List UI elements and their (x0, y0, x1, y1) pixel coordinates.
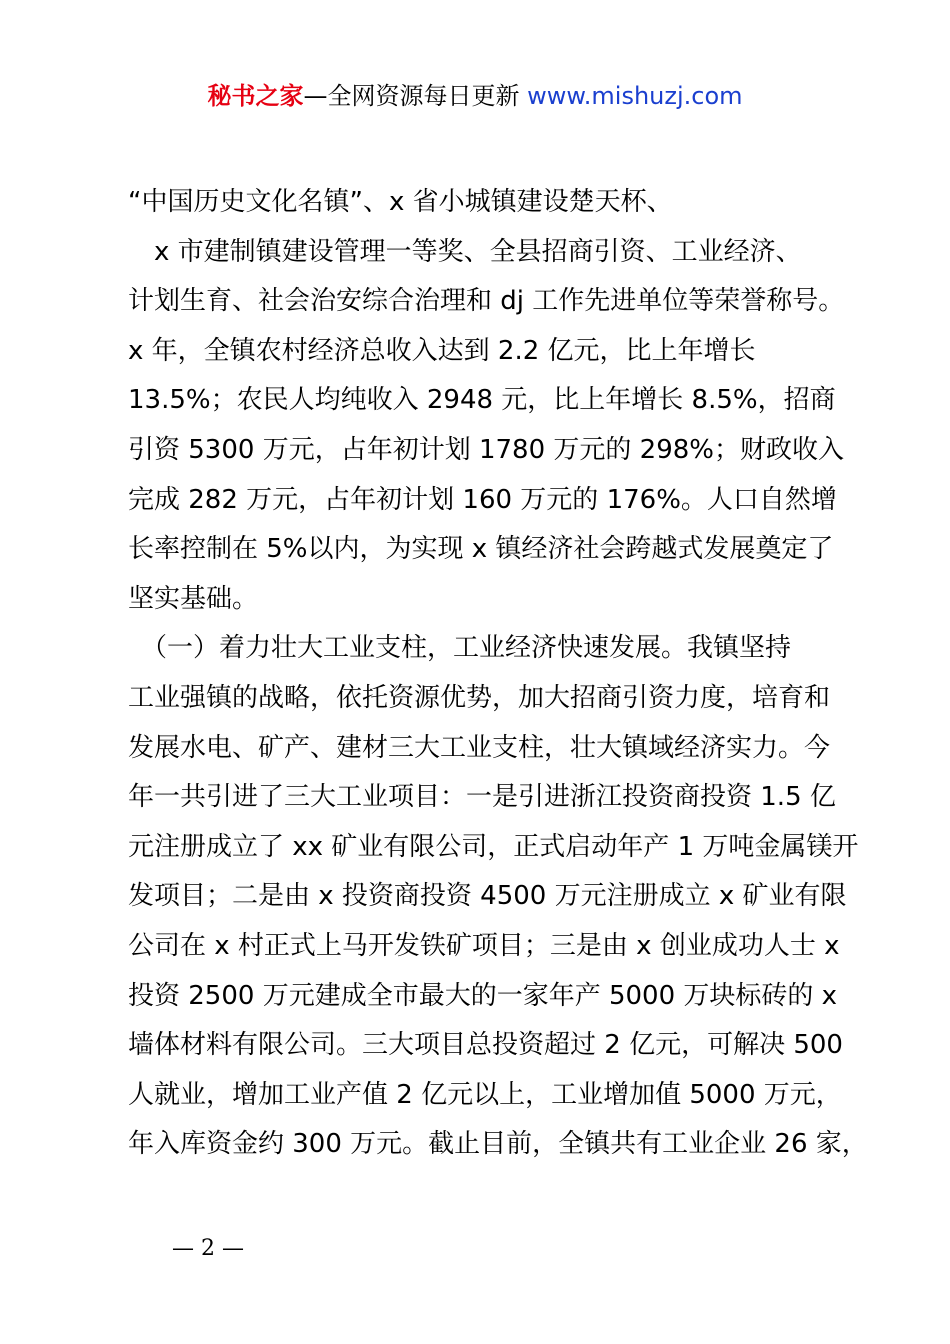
text-line: 工业强镇的战略，依托资源优势，加大招商引资力度，培育和 (128, 682, 831, 713)
text-line: x 市建制镇建设管理一等奖、全县招商引资、工业经济、 (128, 236, 802, 267)
brand-name: 秘书之家 (207, 82, 304, 110)
text-line: 墙体材料有限公司。三大项目总投资超过 2 亿元，可解决 500 (128, 1030, 843, 1061)
text-line: 公司在 x 村正式上马开发铁矿项目；三是由 x 创业成功人士 x (128, 930, 840, 961)
text-line: 年一共引进了三大工业项目：一是引进浙江投资商投资 1.5 亿 (128, 782, 836, 813)
text-line: 坚实基础。 (128, 583, 259, 614)
text-line: 元注册成立了 xx 矿业有限公司，正式启动年产 1 万吨金属镁开 (128, 831, 859, 862)
text-line: 发展水电、矿产、建材三大工业支柱，壮大镇域经济实力。今 (128, 732, 831, 763)
text-line: （一）着力壮大工业支柱，工业经济快速发展。我镇坚持 (128, 633, 792, 664)
header-slogan: —全网资源每日更新 (303, 82, 520, 110)
site-header (0, 78, 950, 114)
page-number: — 2 — (172, 1236, 244, 1261)
text-line: 发项目；二是由 x 投资商投资 4500 万元注册成立 x 矿业有限 (128, 881, 847, 912)
text-line: 人就业，增加工业产值 2 亿元以上，工业增加值 5000 万元， (128, 1079, 842, 1110)
text-line: x 年，全镇农村经济总收入达到 2.2 亿元，比上年增长 (128, 335, 756, 366)
site-url[interactable]: www.mishuzj.com (527, 82, 743, 110)
text-line: 完成 282 万元，占年初计划 160 万元的 176%。人口自然增 (128, 484, 837, 515)
text-line: 长率控制在 5%以内，为实现 x 镇经济社会跨越式发展奠定了 (128, 534, 834, 565)
text-line: 13.5%；农民人均纯收入 2948 元，比上年增长 8.5%，招商 (128, 385, 836, 416)
text-line: “中国历史文化名镇”、x 省小城镇建设楚天杯、 (128, 187, 673, 217)
document-body (128, 178, 868, 1170)
text-line: 计划生育、社会治安综合治理和 dj 工作先进单位等荣誉称号。 (128, 286, 845, 317)
text-line: 年入库资金约 300 万元。截止目前，全镇共有工业企业 26 家， (128, 1129, 868, 1160)
text-line: 引资 5300 万元，占年初计划 1780 万元的 298%；财政收入 (128, 434, 844, 465)
text-line: 投资 2500 万元建成全市最大的一家年产 5000 万块标砖的 x (128, 980, 838, 1011)
